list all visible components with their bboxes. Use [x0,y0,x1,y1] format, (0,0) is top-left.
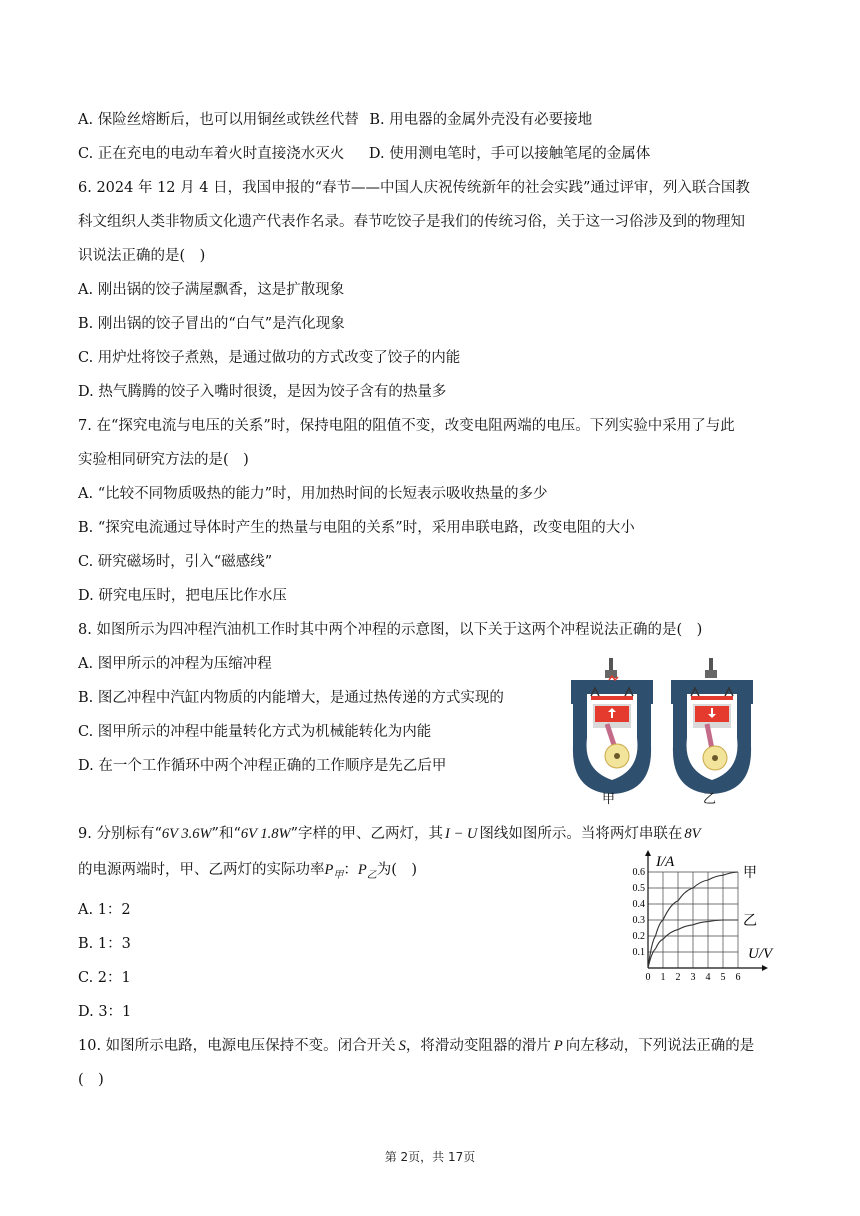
q10-switch-symbol: S [398,1038,406,1054]
x-tick-label: 1 [660,972,666,983]
q7-option-a: A. “比较不同物质吸热的能力”时，用加热时间的长短表示吸收热量的多少 [78,486,548,502]
q10-stem-line-2: ( ) [78,1072,104,1088]
x-tick-label: 4 [705,972,711,983]
engine-figure [565,652,775,807]
q9-rating-jia: 6V 3.6W [161,826,212,842]
page-footer: 第 2页，共 17页 [384,1150,476,1164]
y-tick-label: 0.3 [632,915,645,926]
option-a: A. 保险丝熔断后，也可以用铜丝或铁丝代替 [78,112,359,128]
y-tick-label: 0.5 [632,883,645,894]
q6-option-c: C. 用炉灶将饺子煮熟，是通过做功的方式改变了饺子的内能 [78,350,461,366]
q10-stem-line-1 [78,1036,754,1056]
q6-option-b: B. 刚出锅的饺子冒出的“白气”是汽化现象 [78,316,345,332]
x-tick-label: 0 [645,972,651,983]
q9-option-a: A. 1：2 [78,902,131,918]
series-label-jia: 甲 [743,865,757,881]
x-tick-label: 2 [675,972,681,983]
y-axis-arrow [645,850,651,856]
q9-sub-yi: 乙 [366,869,377,881]
y-tick-label: 0.6 [632,867,645,878]
q6-option-d: D. 热气腾腾的饺子入嘴时很烫，是因为饺子含有的热量多 [78,384,447,400]
q8-stem: 8. 如图所示为四冲程汽油机工作时其中两个冲程的示意图，以下关于这两个冲程说法正确的是( ) [78,622,703,638]
q6-stem-line-1: 6. 2024 年 12 月 4 日，我国申报的“春节——中国人庆祝传统新年的社会实践”通过评审，列入联合国教 [78,180,750,196]
q9-text: ”字样的甲、乙两灯，其 [290,826,443,842]
q10-text: 10. 如图所示电路，电源电压保持不变。闭合开关 [78,1038,396,1054]
q9-text: 的电源两端时，甲、乙两灯的实际功率 [78,862,325,878]
q9-option-b: B. 1：3 [78,936,131,952]
engine-label-yi: 乙 [703,792,717,807]
q9-text: 为( ) [376,862,418,878]
engine-diagram [565,652,775,804]
q9-text: ”和“ [211,826,241,842]
q9-option-c: C. 2：1 [78,970,131,986]
q8-option-b: B. 图乙冲程中汽缸内物质的内能增大，是通过热传递的方式实现的 [78,690,504,706]
series-label-yi: 乙 [743,913,757,929]
y-tick-label: 0.2 [632,931,645,942]
x-tick-label: 6 [735,972,741,983]
q9-sub-jia: 甲 [333,869,344,881]
option-line-cd [78,144,650,164]
iu-chart-svg [618,840,793,990]
iu-chart [618,840,793,990]
q6-option-a: A. 刚出锅的饺子满屋飘香，这是扩散现象 [78,282,345,298]
x-axis-label: U/V [748,946,773,962]
q9-option-d: D. 3：1 [78,1004,132,1020]
engine-label-jia: 甲 [602,792,616,807]
q9-text: 图线如图所示。当将两灯串联在 [479,826,683,842]
q7-stem-line-1: 7. 在“探究电流与电压的关系”时，保持电阻的阻值不变，改变电阻两端的电压。下列实验中采用了与此 [78,418,735,434]
q9-p-symbol: P [357,862,367,878]
q9-rating-yi: 6V 1.8W [240,826,291,842]
q8-option-a: A. 图甲所示的冲程为压缩冲程 [78,656,272,672]
engine-left [571,658,653,794]
q9-voltage: 8V [684,826,701,842]
x-tick-label: 3 [690,972,696,983]
y-tick-label: 0.4 [632,899,645,910]
option-c: C. 正在充电的电动车着火时直接浇水灭火 [78,146,345,162]
q10-text: 向左移动，下列说法正确的是 [565,1038,755,1054]
q10-slider-symbol: P [553,1038,563,1054]
q6-stem-line-2: 科文组织人类非物质文化遗产代表作名录。春节吃饺子是我们的传统习俗，关于这一习俗涉及到的物理知 [78,214,745,230]
q7-option-b: B. “探究电流通过导体时产生的热量与电阻的关系”时，采用串联电路，改变电阻的大小 [78,520,635,536]
option-line-ab [78,110,592,130]
y-axis-label: I/A [656,854,675,870]
y-tick-label: 0.1 [632,947,645,958]
option-b: B. 用电器的金属外壳没有必要接地 [369,112,593,128]
q8-option-d: D. 在一个工作循环中两个冲程正确的工作顺序是先乙后甲 [78,758,447,774]
q9-stem-line-2 [78,860,417,886]
option-d: D. 使用测电笔时，手可以接触笔尾的金属体 [368,146,651,162]
engine-right [671,658,753,794]
q9-p-symbol: P [324,862,334,878]
q9-text: 9. 分别标有“ [78,826,162,842]
x-tick-label: 5 [720,972,726,983]
q6-stem-line-3: 识说法正确的是( ) [78,248,206,264]
q7-option-c: C. 研究磁场时，引入“磁感线” [78,554,273,570]
q9-text: ： [343,862,358,878]
q7-stem-line-2: 实验相同研究方法的是( ) [78,452,249,468]
x-axis-arrow [762,965,768,971]
q7-option-d: D. 研究电压时，把电压比作水压 [78,588,287,604]
q10-text: ，将滑动变阻器的滑片 [405,1038,551,1054]
q8-option-c: C. 图甲所示的冲程中能量转化方式为机械能转化为内能 [78,724,432,740]
q9-stem-line-1 [78,824,700,844]
q9-iu-symbol: I − U [444,826,478,842]
